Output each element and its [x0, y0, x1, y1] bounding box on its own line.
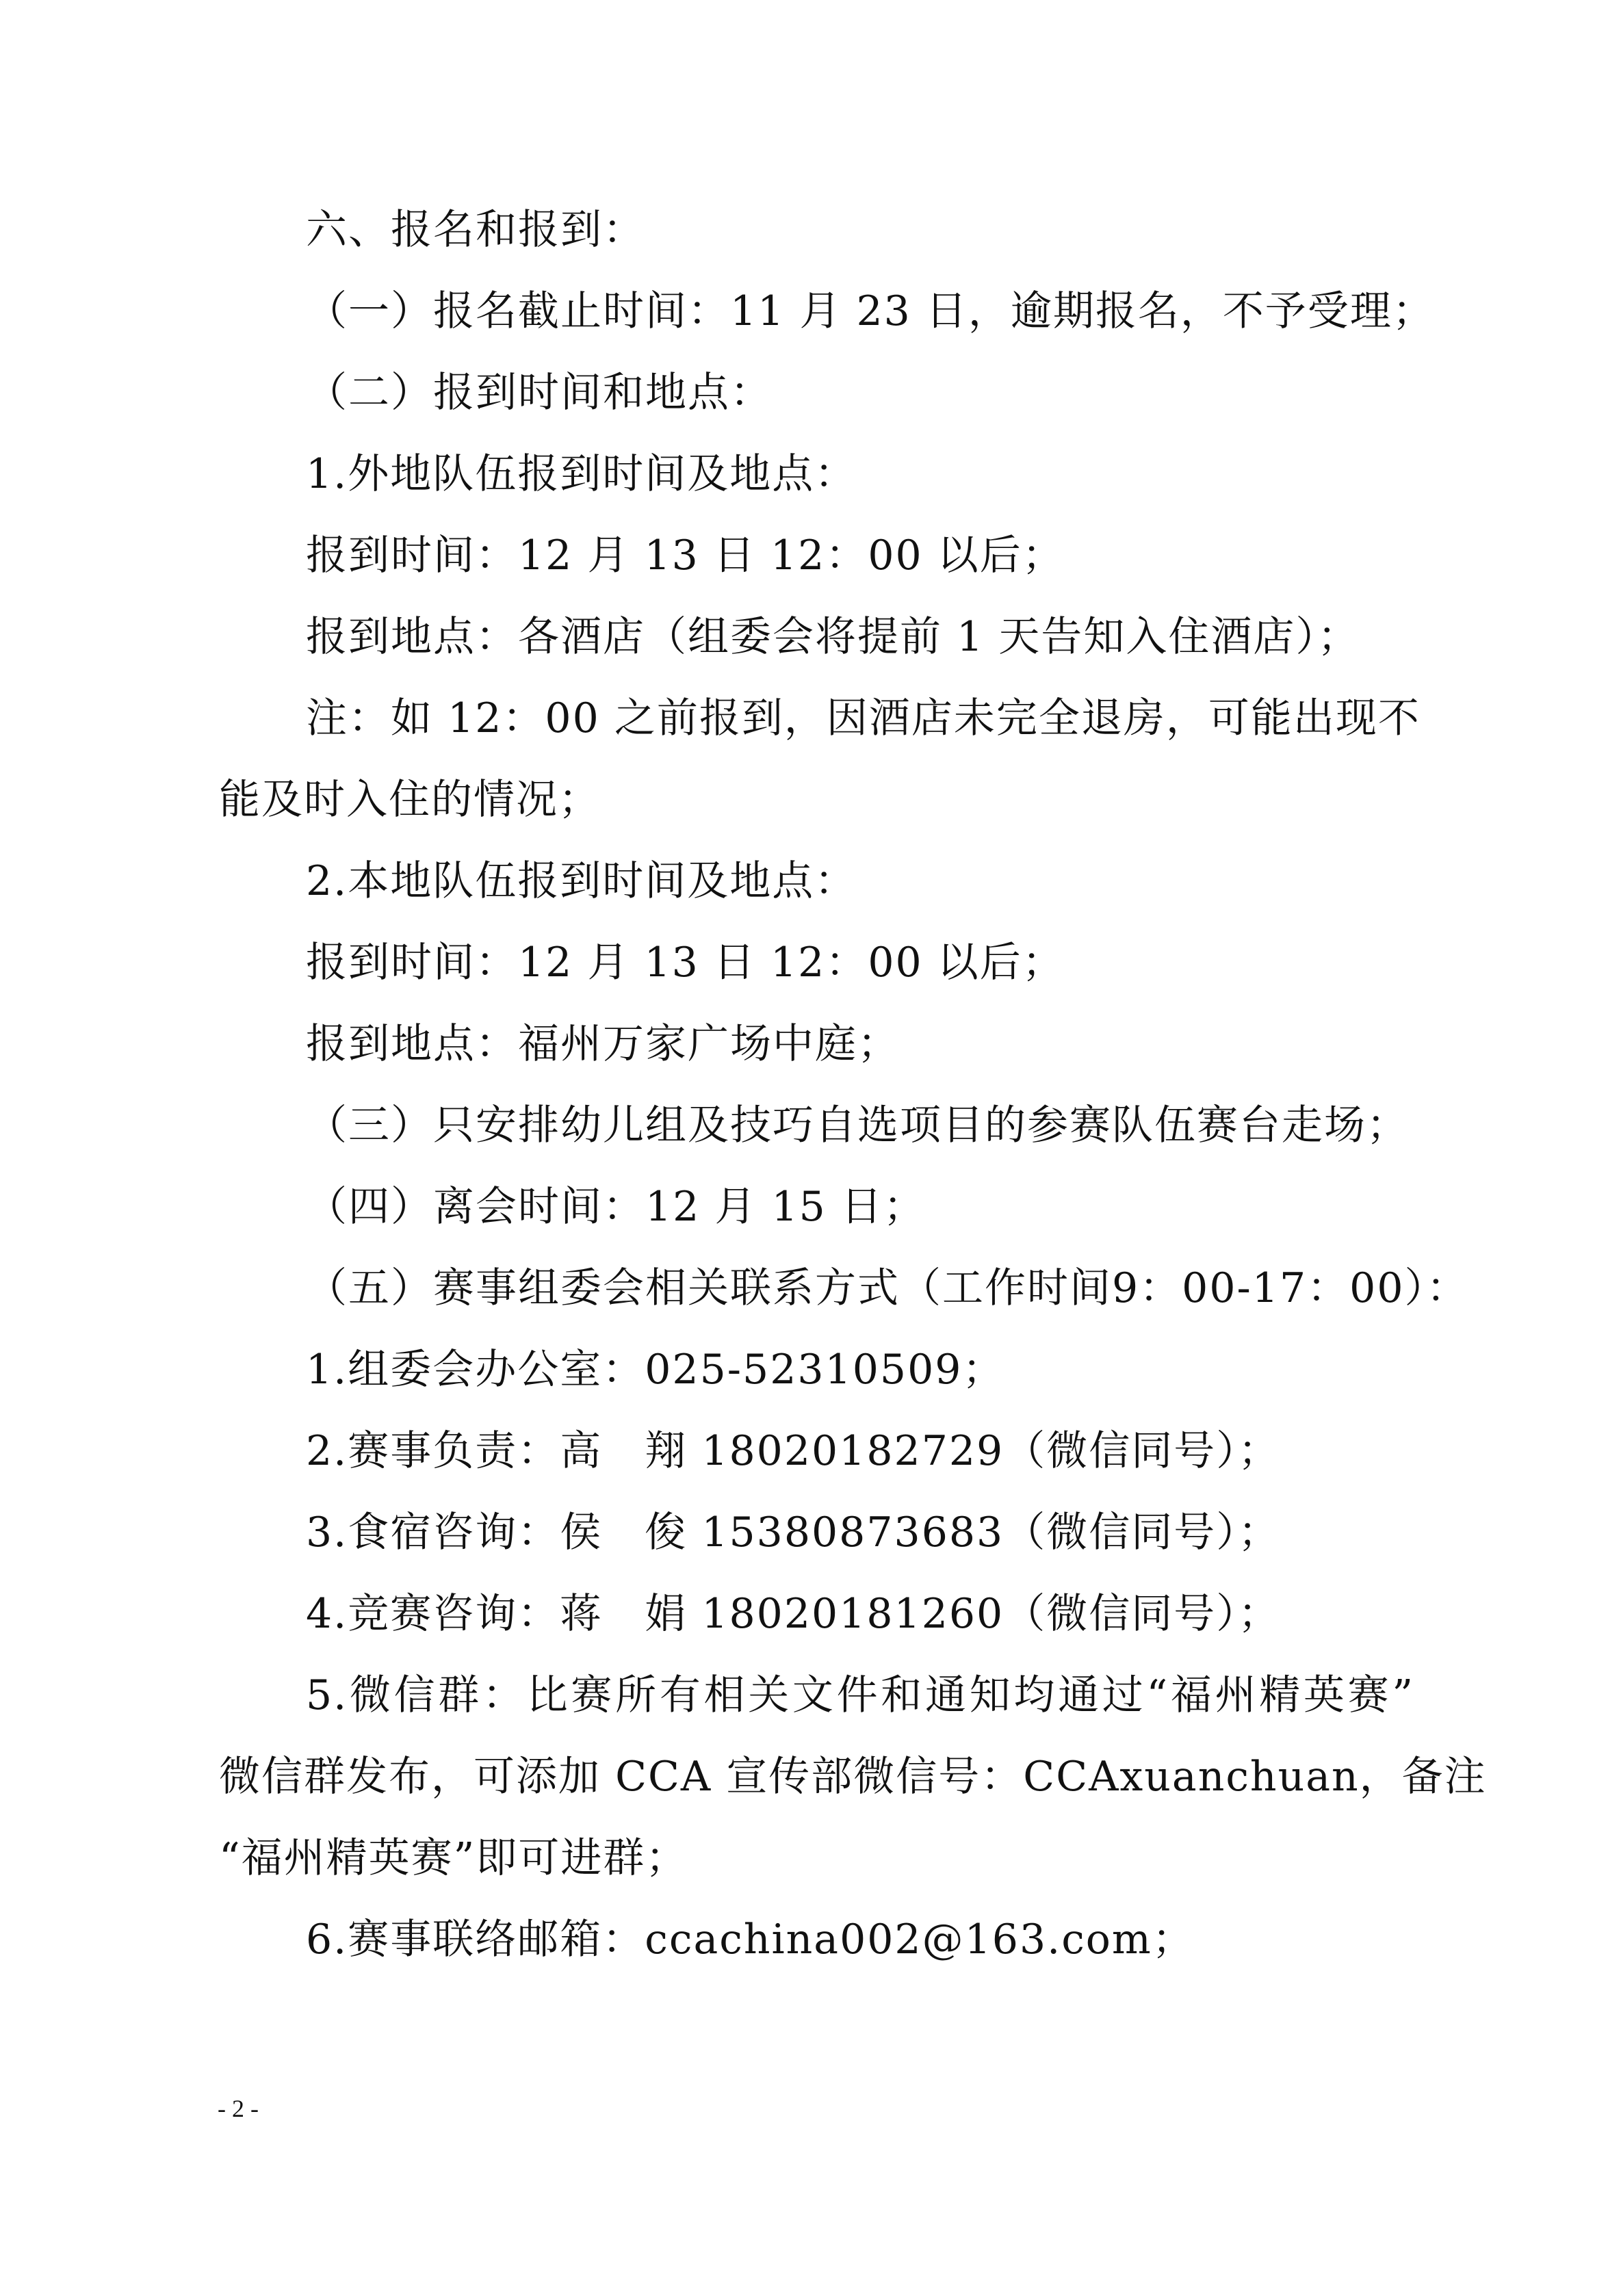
contact-email: 6.赛事联络邮箱：ccachina002@163.com； — [306, 1916, 1195, 1964]
out-of-town-checkin-place: 报到地点：各酒店（组委会将提前 1 天告知入住酒店）； — [306, 613, 1360, 661]
contact-event-lead: 2.赛事负责：高 翔 18020182729（微信同号）； — [306, 1427, 1281, 1475]
contact-office: 1.组委会办公室：025-52310509； — [306, 1346, 1005, 1394]
local-checkin-place: 报到地点：福州万家广场中庭； — [306, 1020, 900, 1068]
wechat-group-line-1: 5.微信群：比赛所有相关文件和通知均通过“福州精英赛” — [306, 1671, 1414, 1719]
registration-deadline: （一）报名截止时间：11 月 23 日，逾期报名，不予受理； — [306, 287, 1435, 335]
checkin-time-place-heading: （二）报到时间和地点： — [306, 369, 773, 417]
local-teams-heading: 2.本地队伍报到时间及地点： — [306, 857, 857, 905]
out-of-town-checkin-time: 报到时间：12 月 13 日 12：00 以后； — [306, 532, 1065, 579]
contact-info-heading: （五）赛事组委会相关联系方式（工作时间9：00-17：00）： — [306, 1264, 1469, 1312]
out-of-town-teams-heading: 1.外地队伍报到时间及地点： — [306, 450, 857, 498]
section-heading-registration: 六、报名和报到： — [306, 206, 645, 254]
departure-time: （四）离会时间：12 月 15 日； — [306, 1183, 926, 1231]
checkin-note-line-2: 能及时入住的情况； — [219, 776, 601, 824]
wechat-group-line-2: 微信群发布，可添加 CCA 宣传部微信号：CCAxuanchuan，备注 — [219, 1753, 1487, 1801]
checkin-note-line-1: 注：如 12：00 之前报到，因酒店未完全退房，可能出现不 — [306, 694, 1421, 742]
stage-walkthrough-note: （三）只安排幼儿组及技巧自选项目的参赛队伍赛台走场； — [306, 1101, 1409, 1149]
contact-accommodation: 3.食宿咨询：侯 俊 15380873683（微信同号）； — [306, 1509, 1281, 1556]
wechat-group-line-3: “福州精英赛”即可进群； — [219, 1834, 688, 1882]
local-checkin-time: 报到时间：12 月 13 日 12：00 以后； — [306, 939, 1065, 987]
contact-competition: 4.竞赛咨询：蒋 娟 18020181260（微信同号）； — [306, 1590, 1281, 1638]
page-number: - 2 - — [218, 2095, 259, 2122]
